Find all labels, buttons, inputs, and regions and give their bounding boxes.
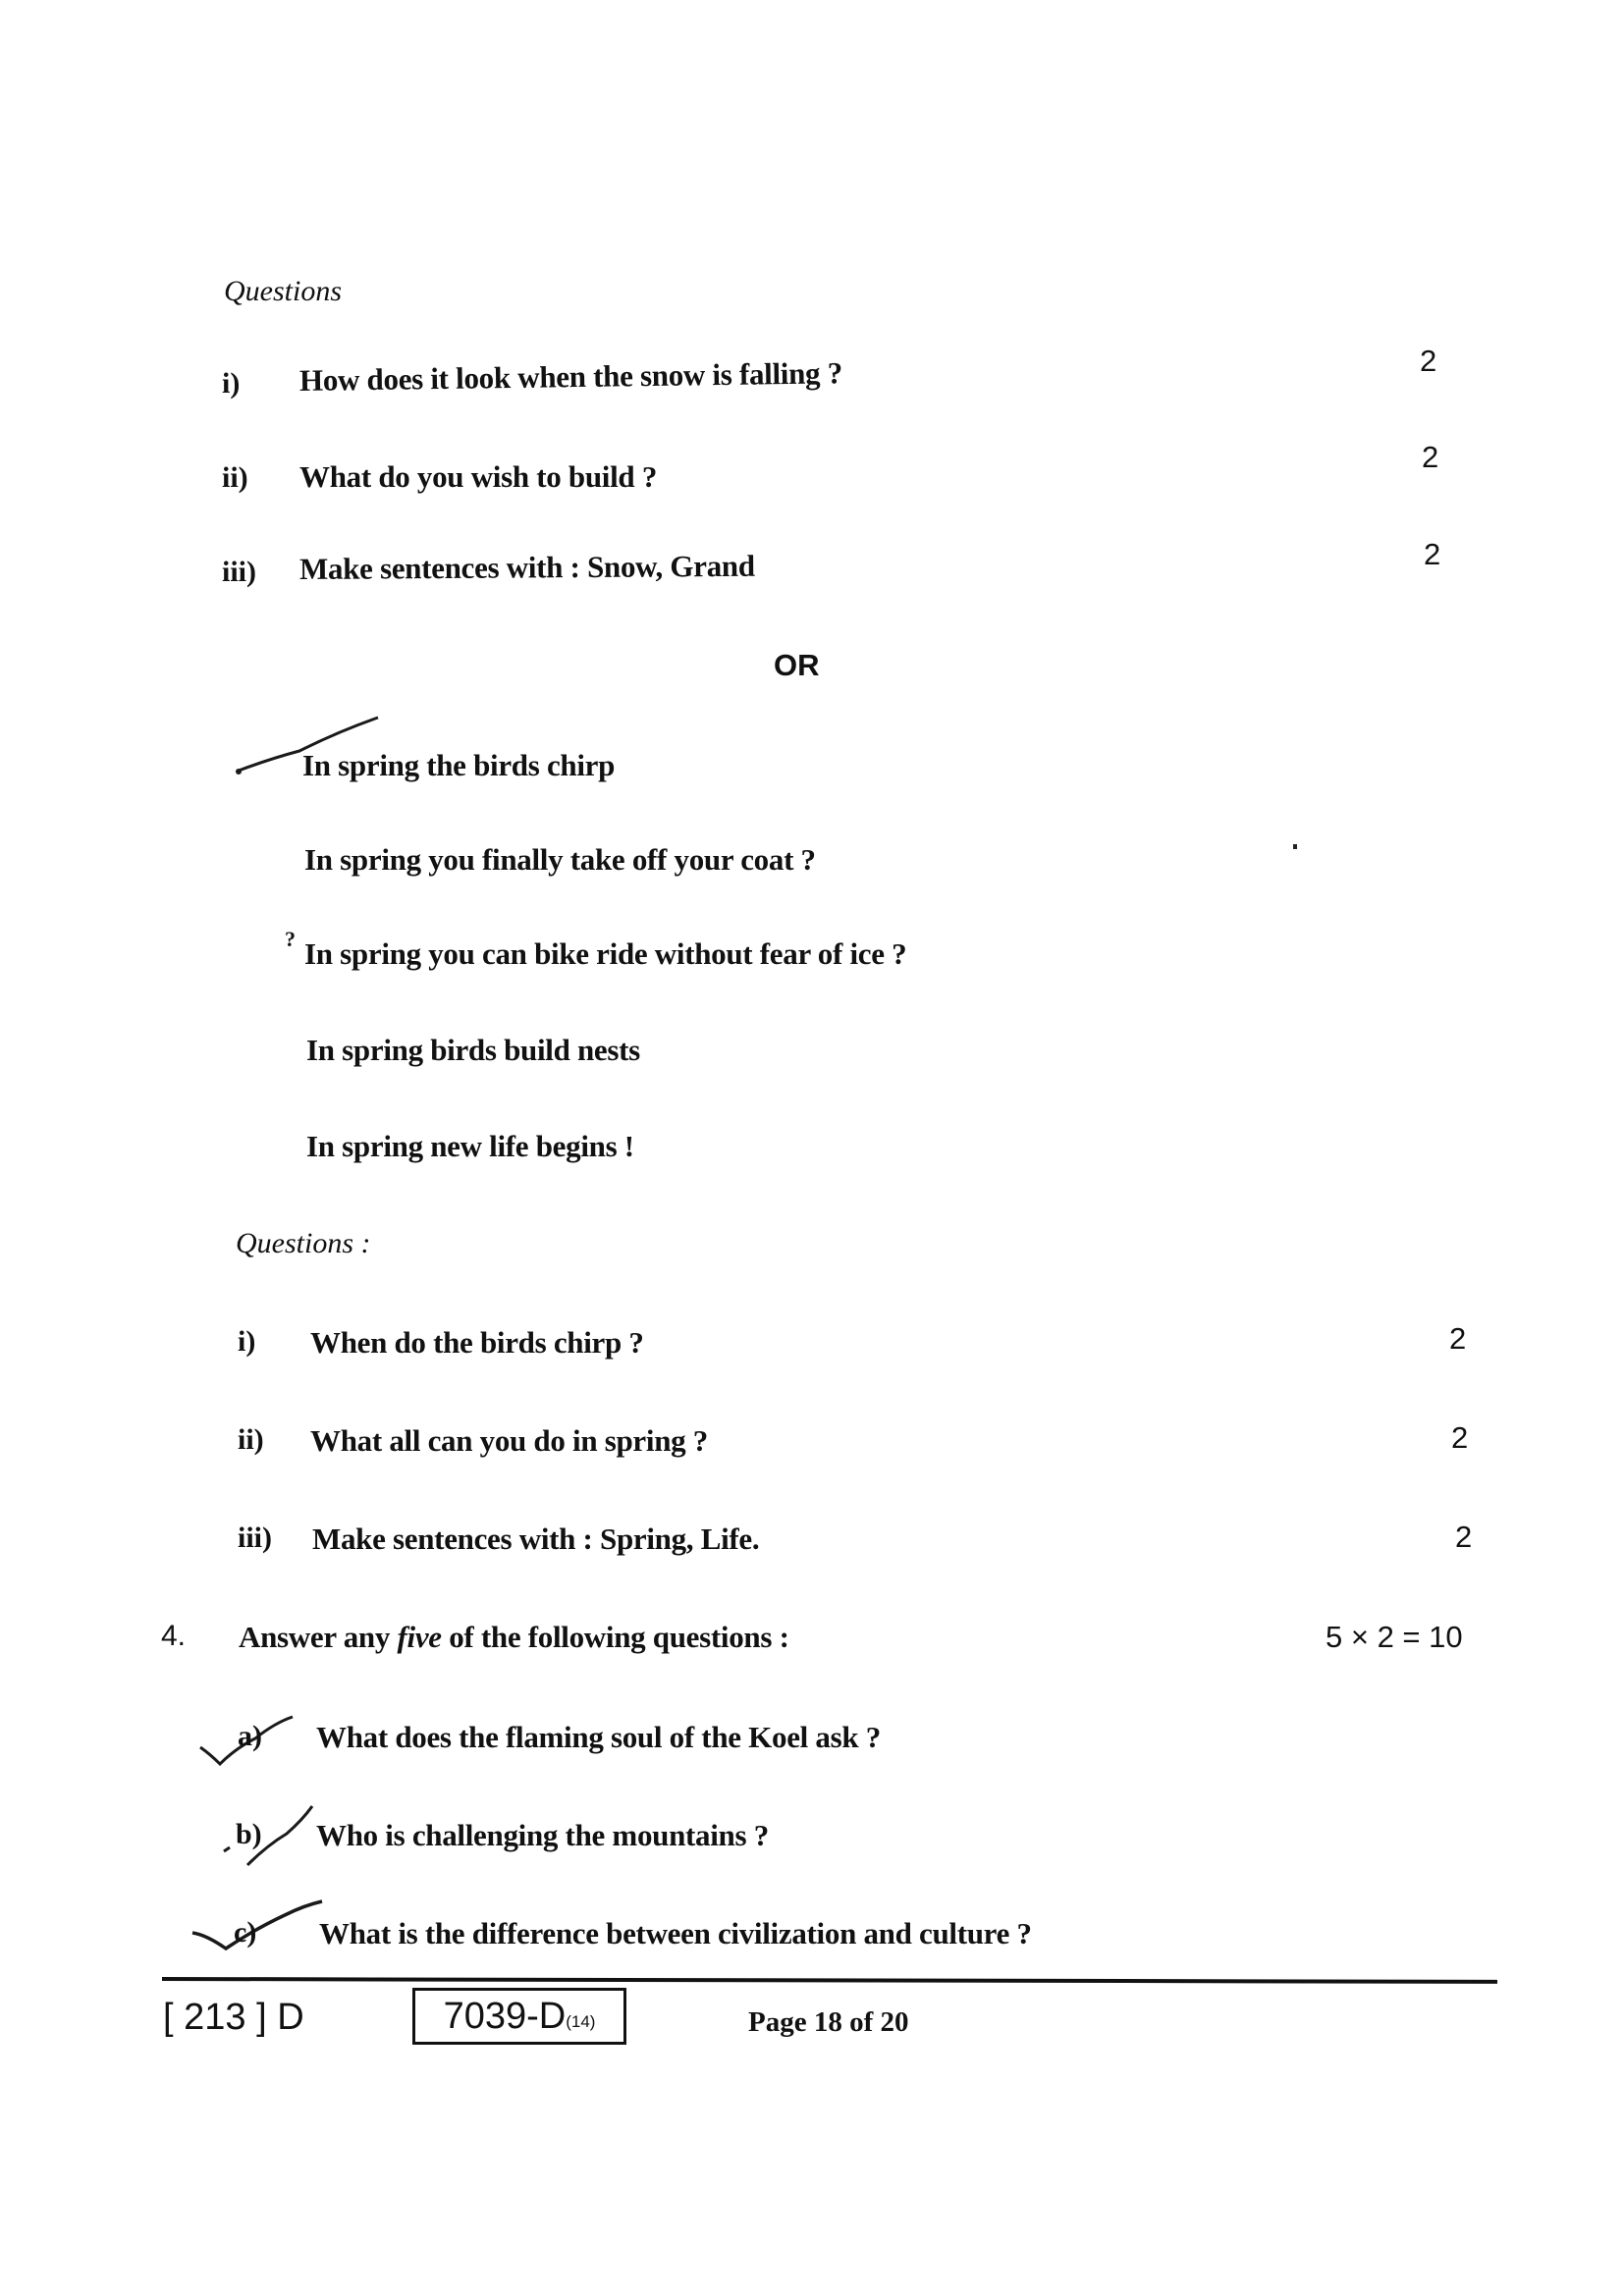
poem-line: In spring you finally take off your coat ? bbox=[304, 842, 816, 877]
page-number: Page 18 of 20 bbox=[748, 2006, 909, 2038]
stray-dot bbox=[1293, 844, 1297, 849]
poem-line: In spring birds build nests bbox=[306, 1033, 640, 1067]
sub-question-label: b) bbox=[236, 1818, 262, 1850]
question-number: 4. bbox=[161, 1620, 187, 1652]
pen-tick-icon bbox=[187, 1899, 334, 1968]
box-code: 7039-D bbox=[443, 1995, 567, 2037]
question-text: How does it look when the snow is falling ? bbox=[298, 355, 843, 398]
question-label: i) bbox=[238, 1325, 256, 1358]
question4-emphasis: five bbox=[397, 1620, 442, 1654]
question-text: What do you wish to build ? bbox=[299, 459, 658, 494]
question-marks: 2 bbox=[1422, 440, 1439, 474]
sub-question-text: Who is challenging the mountains ? bbox=[316, 1818, 769, 1852]
footer-divider bbox=[162, 1977, 1497, 1984]
sub-question-text: What does the flaming soul of the Koel ask ? bbox=[316, 1720, 881, 1754]
question-text: What all can you do in spring ? bbox=[310, 1423, 708, 1458]
paper-code: [ 213 ] D bbox=[163, 1997, 304, 2038]
question4-text-before: Answer any bbox=[239, 1620, 398, 1654]
section-a-heading: Questions bbox=[224, 275, 342, 307]
question-label: ii) bbox=[238, 1423, 264, 1456]
question-marks: 2 bbox=[1455, 1520, 1473, 1554]
sub-question-text: What is the difference between civilization and culture ? bbox=[319, 1916, 1032, 1950]
question-marks: 2 bbox=[1451, 1420, 1469, 1455]
question-label: i) bbox=[222, 367, 241, 400]
question4-text-after: of the following questions : bbox=[441, 1620, 789, 1654]
box-code-sub: (14) bbox=[566, 2012, 596, 2031]
question4-marks: 5 × 2 = 10 bbox=[1326, 1620, 1463, 1654]
sub-question-label: a) bbox=[238, 1720, 262, 1752]
question-label: ii) bbox=[222, 461, 248, 494]
question-text: Make sentences with : Snow, Grand bbox=[298, 548, 755, 586]
poem-line: In spring you can bike ride without fear of ice ? bbox=[304, 936, 907, 971]
question-label: iii) bbox=[222, 556, 256, 588]
question-marks: 2 bbox=[1424, 537, 1441, 571]
or-divider: OR bbox=[774, 648, 820, 682]
question-marks: 2 bbox=[1449, 1321, 1467, 1356]
question-text: When do the birds chirp ? bbox=[310, 1325, 644, 1360]
question4-text bbox=[239, 1620, 789, 1655]
paper-code-box bbox=[412, 1988, 626, 2045]
sub-question-label: c) bbox=[234, 1916, 257, 1949]
poem-line: In spring the birds chirp bbox=[302, 748, 616, 782]
question-mark-annotation: ? bbox=[285, 927, 296, 951]
section-b-heading: Questions : bbox=[236, 1227, 371, 1259]
question-marks: 2 bbox=[1420, 344, 1437, 378]
question-text: Make sentences with : Spring, Life. bbox=[312, 1522, 760, 1556]
question-label: iii) bbox=[238, 1522, 272, 1554]
poem-line: In spring new life begins ! bbox=[306, 1129, 634, 1163]
